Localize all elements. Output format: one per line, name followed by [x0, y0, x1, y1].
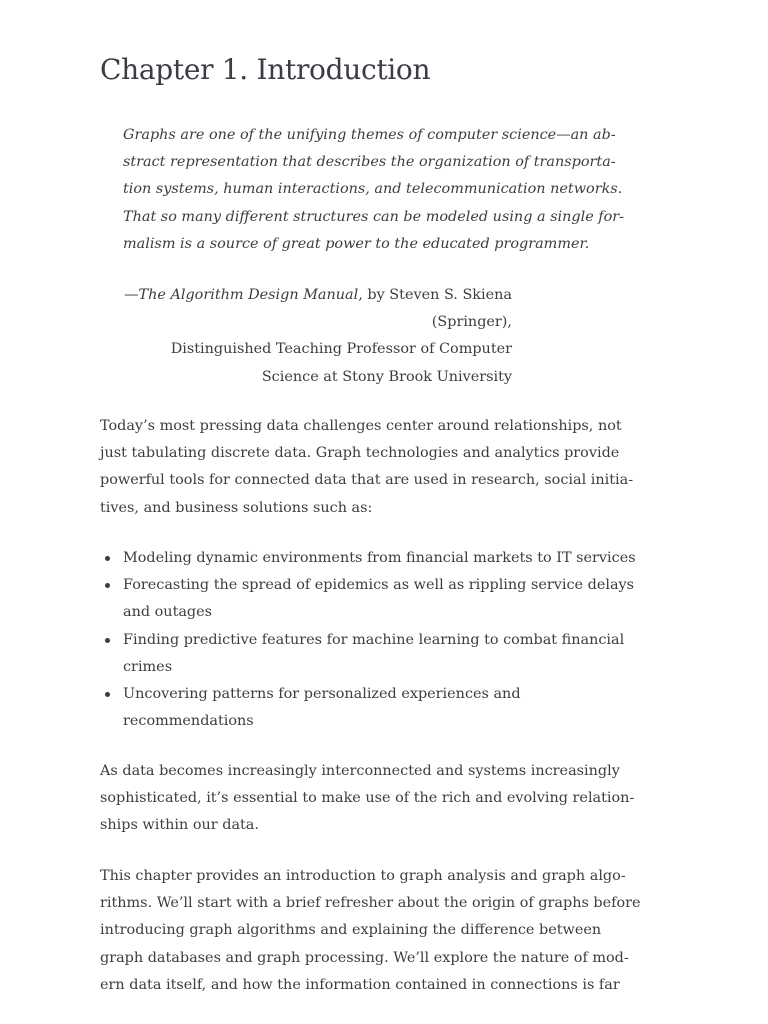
paragraph-line: rithms. We’ll start with a brief refresher about the origin of graphs before [100, 895, 641, 912]
paragraph-line: This chapter provides an introduction to graph analysis and graph algo- [100, 868, 626, 884]
paragraph-line: Today’s most pressing data challenges center around relationships, not [100, 418, 622, 434]
epigraph-line: tion systems, human interactions, and telecommunication networks. [123, 181, 623, 198]
list-item-line: Modeling dynamic environments from financial markets to IT services [123, 550, 636, 566]
chapter-title: Chapter 1. Introduction [100, 53, 431, 86]
paragraph-line: graph databases and graph processing. We’ll explore the nature of mod- [100, 949, 629, 966]
list-item [100, 681, 640, 735]
list-item-line: Forecasting the spread of epidemics as well as rippling service delays [123, 577, 635, 594]
epigraph-line: That so many different structures can be modeled using a single for- [123, 208, 625, 225]
bullet-icon [105, 638, 110, 643]
paragraph-line: ern data itself, and how the information contained in connections is far [100, 976, 620, 993]
attribution-role: Distinguished Teaching Professor of Computer [170, 341, 512, 358]
paragraph-line: sophisticated, it’s essential to make use of the rich and evolving relation- [100, 790, 635, 807]
list-item-line: crimes [123, 658, 173, 675]
paragraph-chapter-overview [100, 863, 641, 999]
epigraph-attribution [123, 282, 512, 391]
list-item-line: Finding predictive features for machine learning to combat financial [123, 631, 625, 648]
list-item [100, 627, 640, 681]
epigraph-quote [123, 122, 625, 258]
list-item [100, 545, 640, 572]
attribution-line [123, 282, 512, 309]
paragraph-line: introducing graph algorithms and explaining the difference between [100, 922, 602, 939]
list-item [100, 572, 640, 626]
list-item-line: recommendations [123, 713, 254, 730]
paragraph-interconnected [100, 758, 635, 840]
attribution-author: , by Steven S. Skiena [358, 287, 512, 303]
list-item-line: Uncovering patterns for personalized experiences and [123, 686, 521, 703]
attribution-affiliation: Science at Stony Brook University [261, 368, 512, 385]
epigraph-line: malism is a source of great power to the educated programmer. [123, 235, 590, 252]
paragraph-line: ships within our data. [100, 817, 259, 834]
bullet-icon [105, 556, 110, 561]
paragraph-intro [100, 413, 632, 522]
paragraph-line: tives, and business solutions such as: [100, 499, 373, 516]
book-title: The Algorithm Design Manual [138, 287, 359, 303]
list-item-line: and outages [123, 604, 213, 621]
use-case-list [100, 545, 640, 735]
paragraph-line: As data becomes increasingly interconnected and systems increasingly [100, 763, 620, 779]
bullet-icon [105, 583, 110, 588]
attribution-publisher: (Springer), [431, 314, 512, 331]
attribution-dash: — [124, 287, 139, 303]
epigraph-line: Graphs are one of the unifying themes of computer science—an ab- [123, 127, 616, 143]
paragraph-line: powerful tools for connected data that are used in research, social initia- [100, 472, 634, 489]
bullet-icon [105, 692, 110, 697]
paragraph-line: just tabulating discrete data. Graph technologies and analytics provide [100, 445, 620, 462]
epigraph-line: stract representation that describes the organization of transporta- [123, 154, 616, 171]
